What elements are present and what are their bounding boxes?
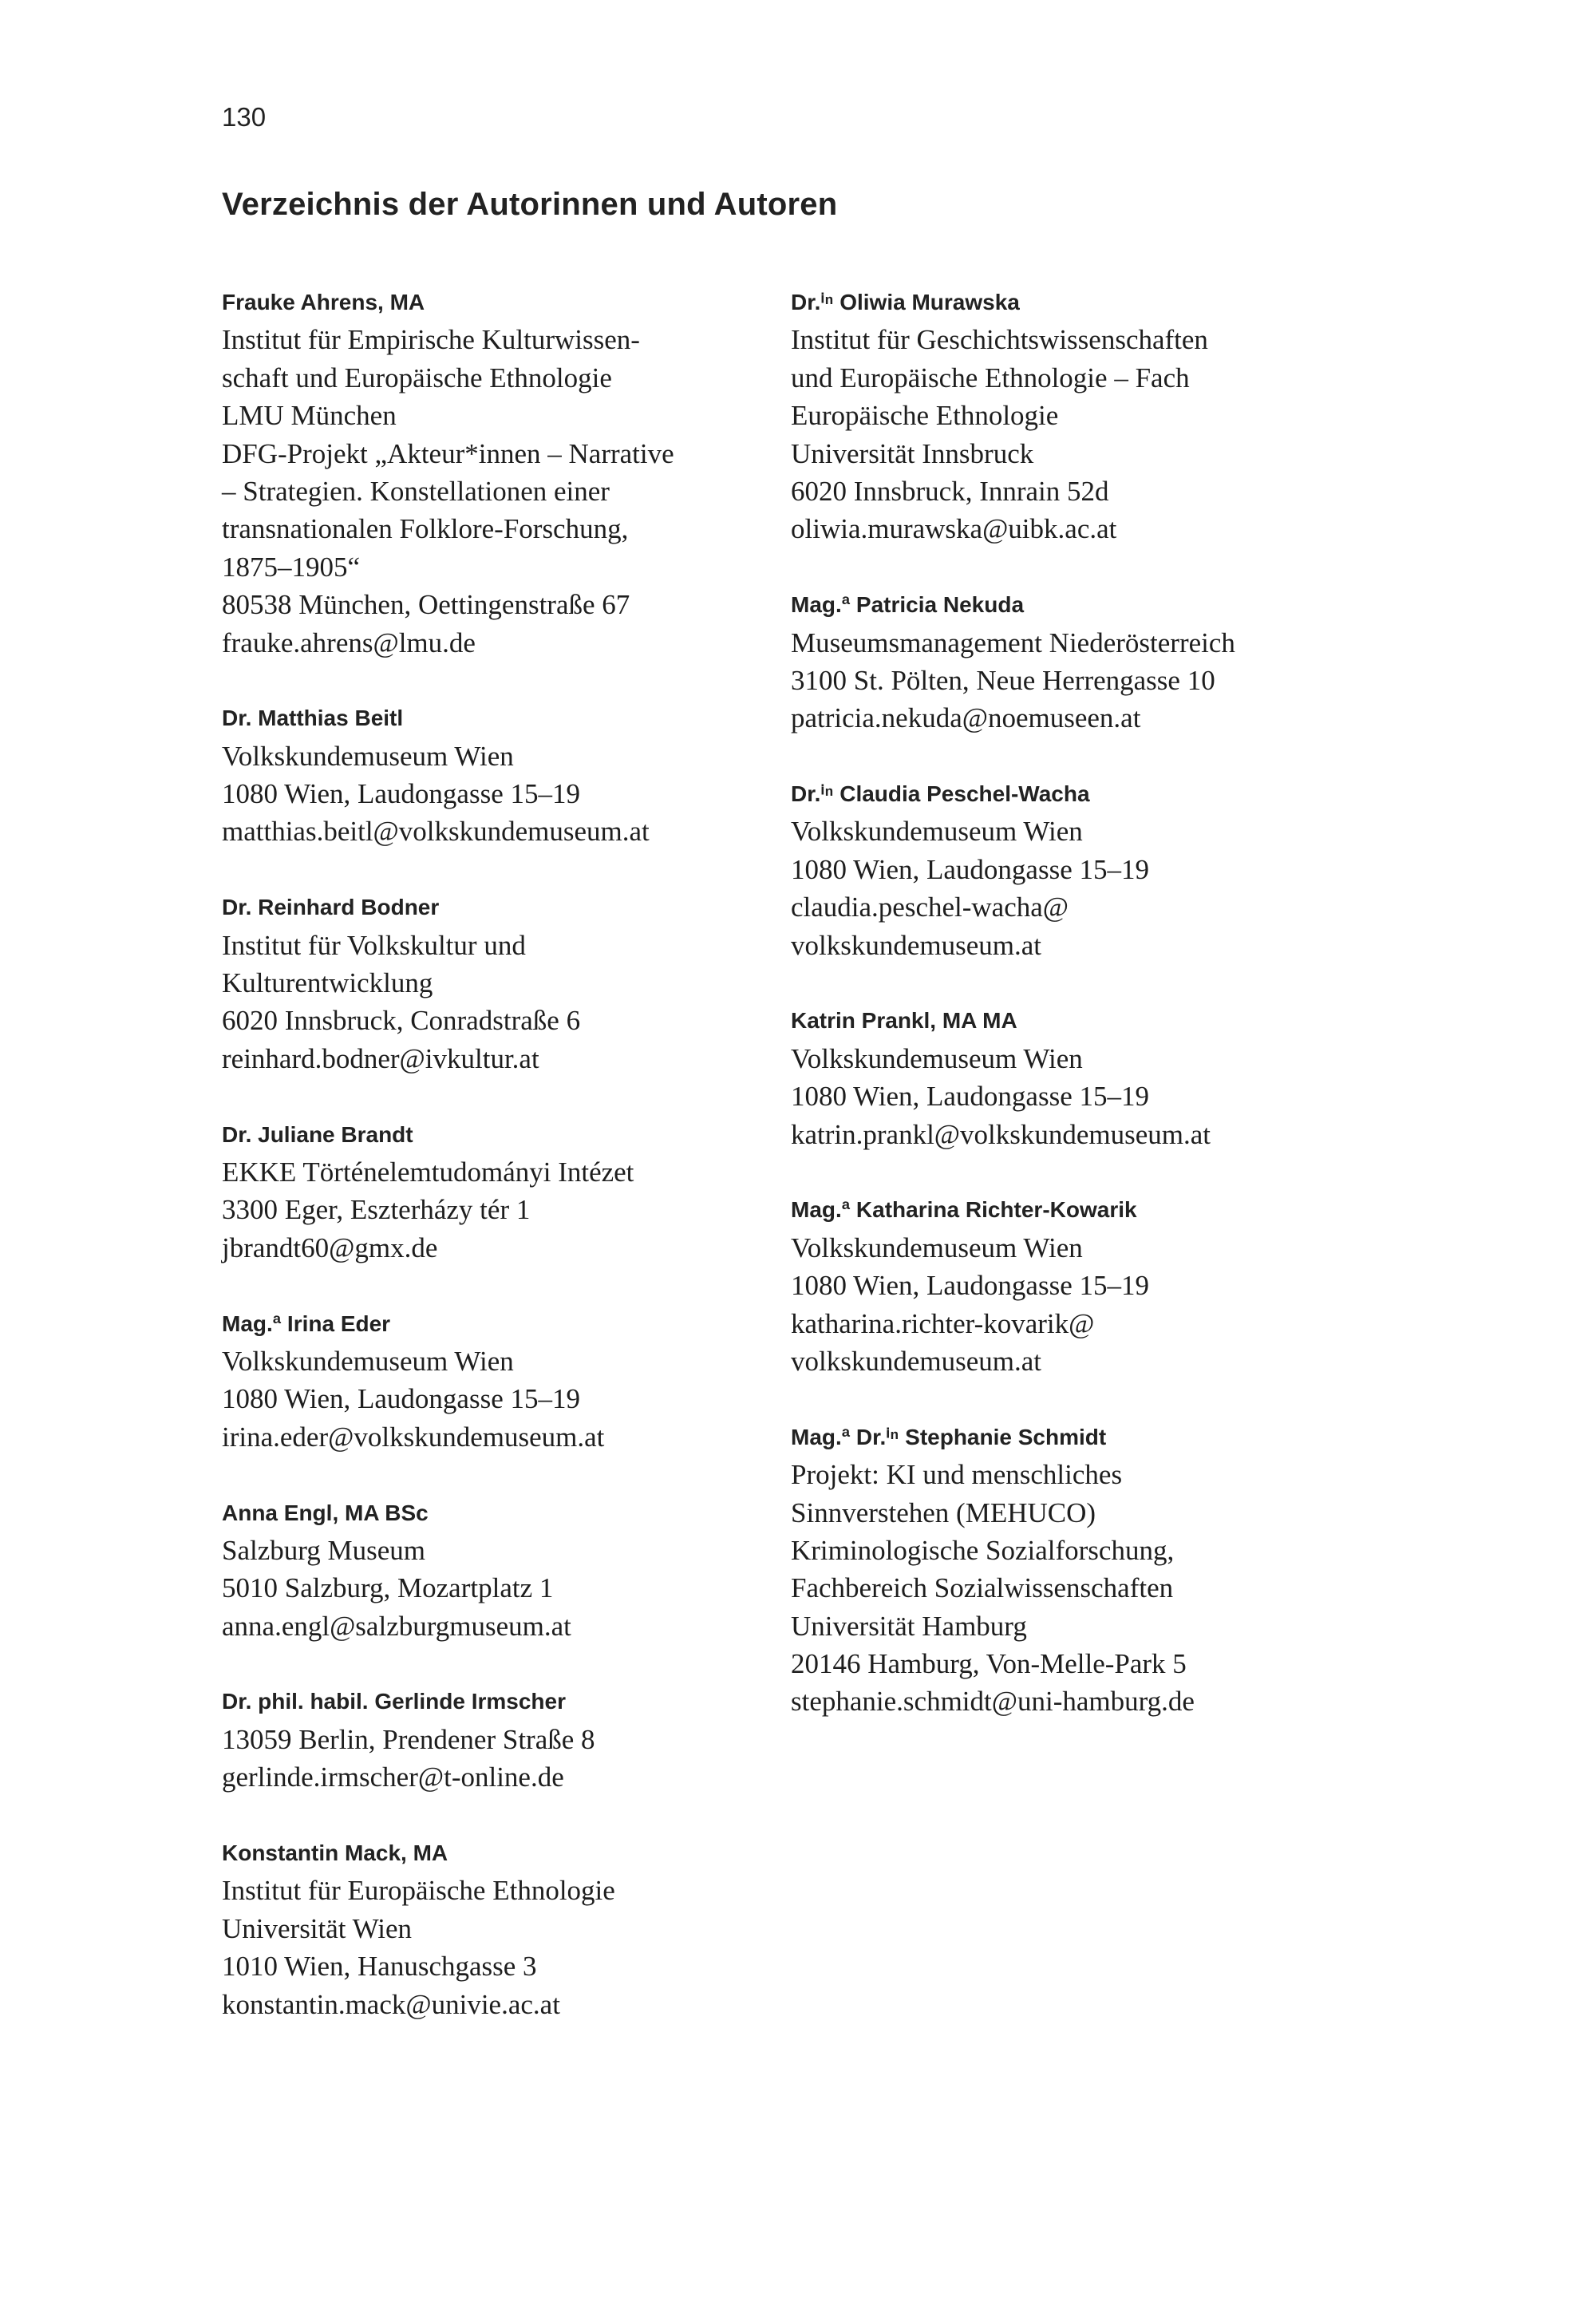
- author-address-line: Institut für Empirische Kulturwissen-: [222, 324, 640, 356]
- author-address-line: 3100 St. Pölten, Neue Herrengasse 10: [791, 664, 1215, 696]
- author-email: frauke.ahrens@lmu.de: [222, 627, 476, 658]
- author-email: patricia.nekuda@noemuseen.at: [791, 702, 1141, 734]
- author-email: konstantin.mack@univie.ac.at: [222, 1988, 560, 2020]
- author-email: gerlinde.irmscher@t-online.de: [222, 1761, 564, 1793]
- author-address-line: Salzburg Museum: [222, 1534, 426, 1566]
- author-email: irina.eder@volkskundemuseum.at: [222, 1421, 605, 1453]
- author-address-line: Universität Wien: [222, 1912, 413, 1944]
- author-entry: [222, 1305, 780, 1457]
- author-name: Dr.ⁱⁿ Claudia Peschel-Wacha: [791, 781, 1090, 807]
- author-address-line: 1080 Wien, Laudongasse 15–19: [791, 853, 1149, 885]
- author-address-line: Universität Innsbruck: [791, 437, 1034, 469]
- author-address-line: Europäische Ethnologie: [791, 400, 1059, 432]
- author-name: Frauke Ahrens, MA: [222, 290, 425, 314]
- author-address-line: 20146 Hamburg, Von-Melle-Park 5: [791, 1648, 1187, 1680]
- author-address-line: und Europäische Ethnologie – Fach: [791, 362, 1190, 393]
- author-name: Dr. phil. habil. Gerlinde Irmscher: [222, 1689, 567, 1714]
- author-address-line: 5010 Salzburg, Mozartplatz 1: [222, 1572, 554, 1604]
- author-address-line: LMU München: [222, 400, 397, 432]
- author-address-line: 3300 Eger, Eszterházy tér 1: [222, 1194, 531, 1226]
- author-address-line: transnationalen Folklore-Forschung,: [222, 513, 629, 545]
- author-address-line: 13059 Berlin, Prendener Straße 8: [222, 1723, 595, 1755]
- author-email: matthias.beitl@volkskundemuseum.at: [222, 816, 650, 848]
- author-address-line: – Strategien. Konstellationen einer: [222, 475, 610, 507]
- author-name: Mag.ª Dr.ⁱⁿ Stephanie Schmidt: [791, 1424, 1107, 1449]
- author-address-line: 1080 Wien, Laudongasse 15–19: [791, 1270, 1149, 1302]
- author-address-line: 80538 München, Oettingenstraße 67: [222, 589, 630, 621]
- author-column-left: [222, 283, 780, 2061]
- author-address-line: Volkskundemuseum Wien: [222, 1345, 514, 1377]
- author-address-line: EKKE Történelemtudományi Intézet: [222, 1156, 634, 1188]
- author-entry: [222, 1834, 780, 2023]
- author-address-line: Institut für Geschichtswissenschaften: [791, 324, 1208, 356]
- page-title: Verzeichnis der Autorinnen und Autoren: [222, 187, 838, 222]
- author-entry: [791, 775, 1349, 964]
- author-email: anna.engl@salzburgmuseum.at: [222, 1610, 571, 1642]
- author-name: Dr. Matthias Beitl: [222, 706, 404, 731]
- author-email: claudia.peschel-wacha@: [791, 892, 1069, 923]
- author-entry: [791, 1418, 1349, 1721]
- author-name: Dr.ⁱⁿ Oliwia Murawska: [791, 290, 1020, 314]
- page-number: 130: [222, 102, 267, 132]
- author-address-line: Institut für Volkskultur und: [222, 929, 526, 961]
- author-name: Mag.ª Irina Eder: [222, 1311, 391, 1336]
- author-entry: [222, 1494, 780, 1646]
- author-address-line: Kriminologische Sozialforschung,: [791, 1534, 1175, 1566]
- author-entry: [791, 586, 1349, 737]
- author-address-line: Volkskundemuseum Wien: [222, 740, 514, 772]
- author-name: Dr. Juliane Brandt: [222, 1121, 413, 1147]
- author-address-line: Volkskundemuseum Wien: [791, 1042, 1083, 1074]
- author-address-line: Institut für Europäische Ethnologie: [222, 1875, 615, 1907]
- author-entry: [791, 1002, 1349, 1153]
- author-email: stephanie.schmidt@uni-hamburg.de: [791, 1686, 1195, 1718]
- author-address-line: schaft und Europäische Ethnologie: [222, 362, 612, 393]
- author-entry: [222, 888, 780, 1077]
- author-address-line: 6020 Innsbruck, Conradstraße 6: [222, 1005, 581, 1037]
- author-address-line: Volkskundemuseum Wien: [791, 1232, 1083, 1263]
- author-entry: [222, 283, 780, 662]
- author-address-line: Fachbereich Sozialwissenschaften: [791, 1572, 1174, 1604]
- author-address-line: Museumsmanagement Niederösterreich: [791, 627, 1235, 658]
- author-name: Mag.ª Katharina Richter-Kowarik: [791, 1197, 1137, 1223]
- author-address-line: 1875–1905“: [222, 551, 361, 583]
- author-address-line: 1080 Wien, Laudongasse 15–19: [222, 1383, 580, 1415]
- author-entry: [791, 283, 1349, 548]
- author-address-line: 6020 Innsbruck, Innrain 52d: [791, 475, 1109, 507]
- author-address-line: 1080 Wien, Laudongasse 15–19: [222, 778, 580, 810]
- author-address-line: volkskundemuseum.at: [791, 1345, 1041, 1377]
- author-entry: [791, 1191, 1349, 1380]
- author-name: Katrin Prankl, MA MA: [791, 1008, 1017, 1034]
- author-entry: [222, 699, 780, 851]
- author-address-line: volkskundemuseum.at: [791, 929, 1041, 961]
- author-email: katrin.prankl@volkskundemuseum.at: [791, 1118, 1211, 1150]
- author-name: Anna Engl, MA BSc: [222, 1500, 429, 1525]
- author-address-line: Volkskundemuseum Wien: [791, 816, 1083, 848]
- author-address-line: Sinnverstehen (MEHUCO): [791, 1497, 1096, 1528]
- author-email: oliwia.murawska@uibk.ac.at: [791, 513, 1117, 545]
- author-name: Konstantin Mack, MA: [222, 1840, 448, 1866]
- author-address-line: Projekt: KI und menschliches: [791, 1459, 1123, 1491]
- author-address-line: Kulturentwicklung: [222, 967, 433, 999]
- author-address-line: DFG-Projekt „Akteur*innen – Narrative: [222, 437, 674, 469]
- author-entry: [222, 1682, 780, 1796]
- author-address-line: 1080 Wien, Laudongasse 15–19: [791, 1081, 1149, 1113]
- author-address-line: Universität Hamburg: [791, 1610, 1027, 1642]
- author-email: katharina.richter-kovarik@: [791, 1307, 1095, 1339]
- author-name: Mag.ª Patricia Nekuda: [791, 592, 1025, 618]
- author-column-right: [791, 283, 1349, 1758]
- author-name: Dr. Reinhard Bodner: [222, 895, 440, 920]
- author-email: reinhard.bodner@ivkultur.at: [222, 1042, 539, 1074]
- author-address-line: 1010 Wien, Hanuschgasse 3: [222, 1951, 537, 1983]
- author-entry: [222, 1116, 780, 1267]
- author-email: jbrandt60@gmx.de: [222, 1232, 438, 1263]
